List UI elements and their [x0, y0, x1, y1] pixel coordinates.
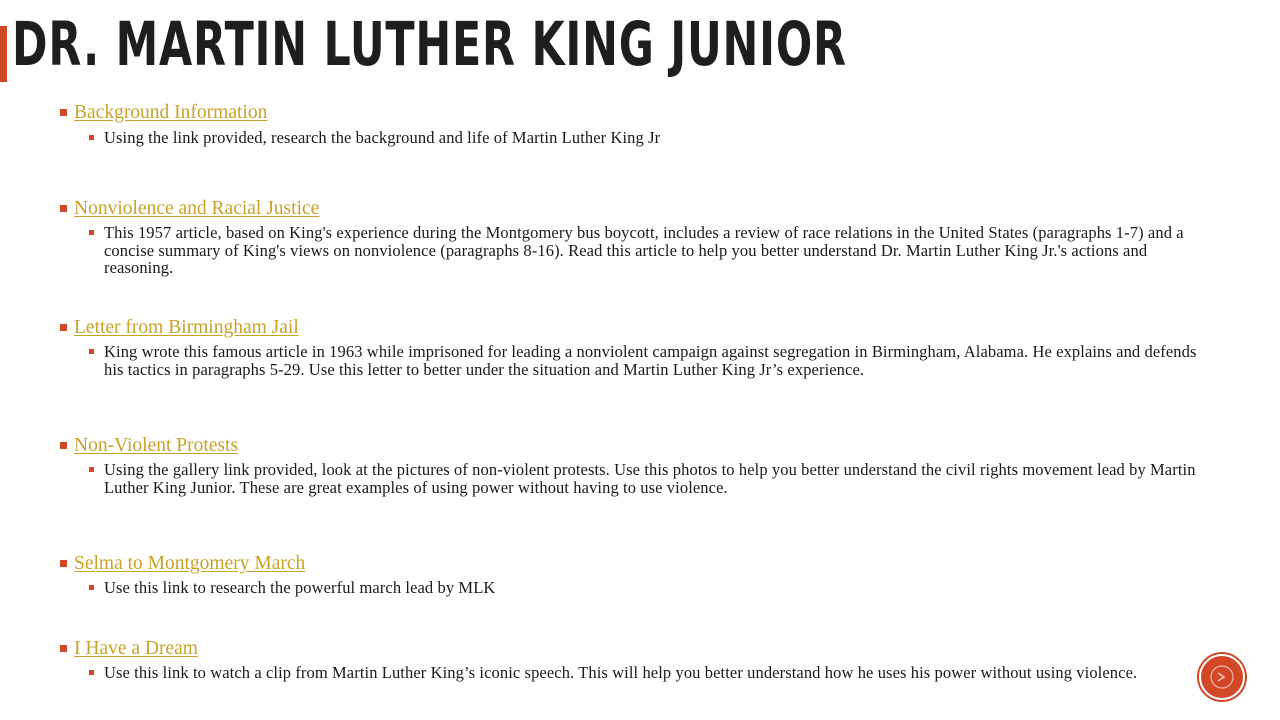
list-item-nonviolence-racial-justice	[60, 197, 1220, 221]
bullet-icon	[89, 230, 94, 235]
bullet-icon	[89, 585, 94, 590]
sublist-item-nonviolence-racial-justice	[104, 224, 1214, 277]
description-i-have-a-dream: Use this link to watch a clip from Martin Luther King’s iconic speech. This will help you better understand how he uses his power without using violence.	[104, 663, 1138, 682]
list-item-i-have-a-dream	[60, 637, 1220, 661]
description-letter-birmingham-jail: King wrote this famous article in 1963 while imprisoned for leading a nonviolent campaign against segregation in Birmingham, Alabama. He explains and defends his tactics in paragraphs 5-29. Use this letter to better under the situation and Martin Luther King Jr’s experience.	[104, 342, 1197, 379]
page-title: DR. MARTIN LUTHER KING JUNIOR	[12, 9, 847, 80]
title-accent-bar	[0, 26, 7, 82]
description-nonviolence-racial-justice: This 1957 article, based on King's experience during the Montgomery bus boycott, includes a review of race relations in the United States (paragraphs 1-7) and a concise summary of King's views on nonviolence (paragraphs 8-16). Read this article to help you better understand Dr. Martin Luther King Jr.'s actions and reasoning.	[104, 223, 1184, 277]
bullet-icon	[60, 645, 67, 652]
link-nonviolence-racial-justice[interactable]: Nonviolence and Racial Justice	[74, 198, 320, 219]
bullet-icon	[89, 670, 94, 675]
link-non-violent-protests[interactable]: Non-Violent Protests	[74, 435, 239, 456]
bullet-icon	[60, 560, 67, 567]
list-item-letter-birmingham-jail	[60, 316, 1220, 340]
bullet-icon	[60, 442, 67, 449]
list-item-non-violent-protests	[60, 434, 1220, 458]
sublist-item-background-information	[104, 129, 1214, 147]
description-non-violent-protests: Using the gallery link provided, look at the pictures of non-violent protests. Use this photos to help you better understand the civil rights movement lead by Martin Luther King Junior. These are great examples of using power without having to use violence.	[104, 460, 1196, 497]
bullet-icon	[89, 349, 94, 354]
description-background-information: Using the link provided, research the background and life of Martin Luther King Jr	[104, 128, 661, 147]
link-background-information[interactable]: Background Information	[74, 102, 268, 123]
description-selma-montgomery-march: Use this link to research the powerful march lead by MLK	[104, 578, 496, 597]
sublist-item-letter-birmingham-jail	[104, 343, 1214, 378]
slide-nav-button[interactable]	[1199, 654, 1245, 700]
link-letter-birmingham-jail[interactable]: Letter from Birmingham Jail	[74, 317, 299, 338]
link-i-have-a-dream[interactable]: I Have a Dream	[74, 638, 198, 659]
bullet-icon	[89, 467, 94, 472]
list-item-selma-montgomery-march	[60, 552, 1220, 576]
sublist-item-selma-montgomery-march	[104, 579, 1214, 597]
bullet-icon	[89, 135, 94, 140]
bullet-icon	[60, 205, 67, 212]
sublist-item-i-have-a-dream	[104, 664, 1214, 682]
link-selma-montgomery-march[interactable]: Selma to Montgomery March	[74, 553, 306, 574]
bullet-icon	[60, 324, 67, 331]
list-item-background-information	[60, 101, 1220, 125]
bullet-icon	[60, 109, 67, 116]
sublist-item-non-violent-protests	[104, 461, 1214, 496]
slide-nav-icon	[1209, 664, 1235, 690]
